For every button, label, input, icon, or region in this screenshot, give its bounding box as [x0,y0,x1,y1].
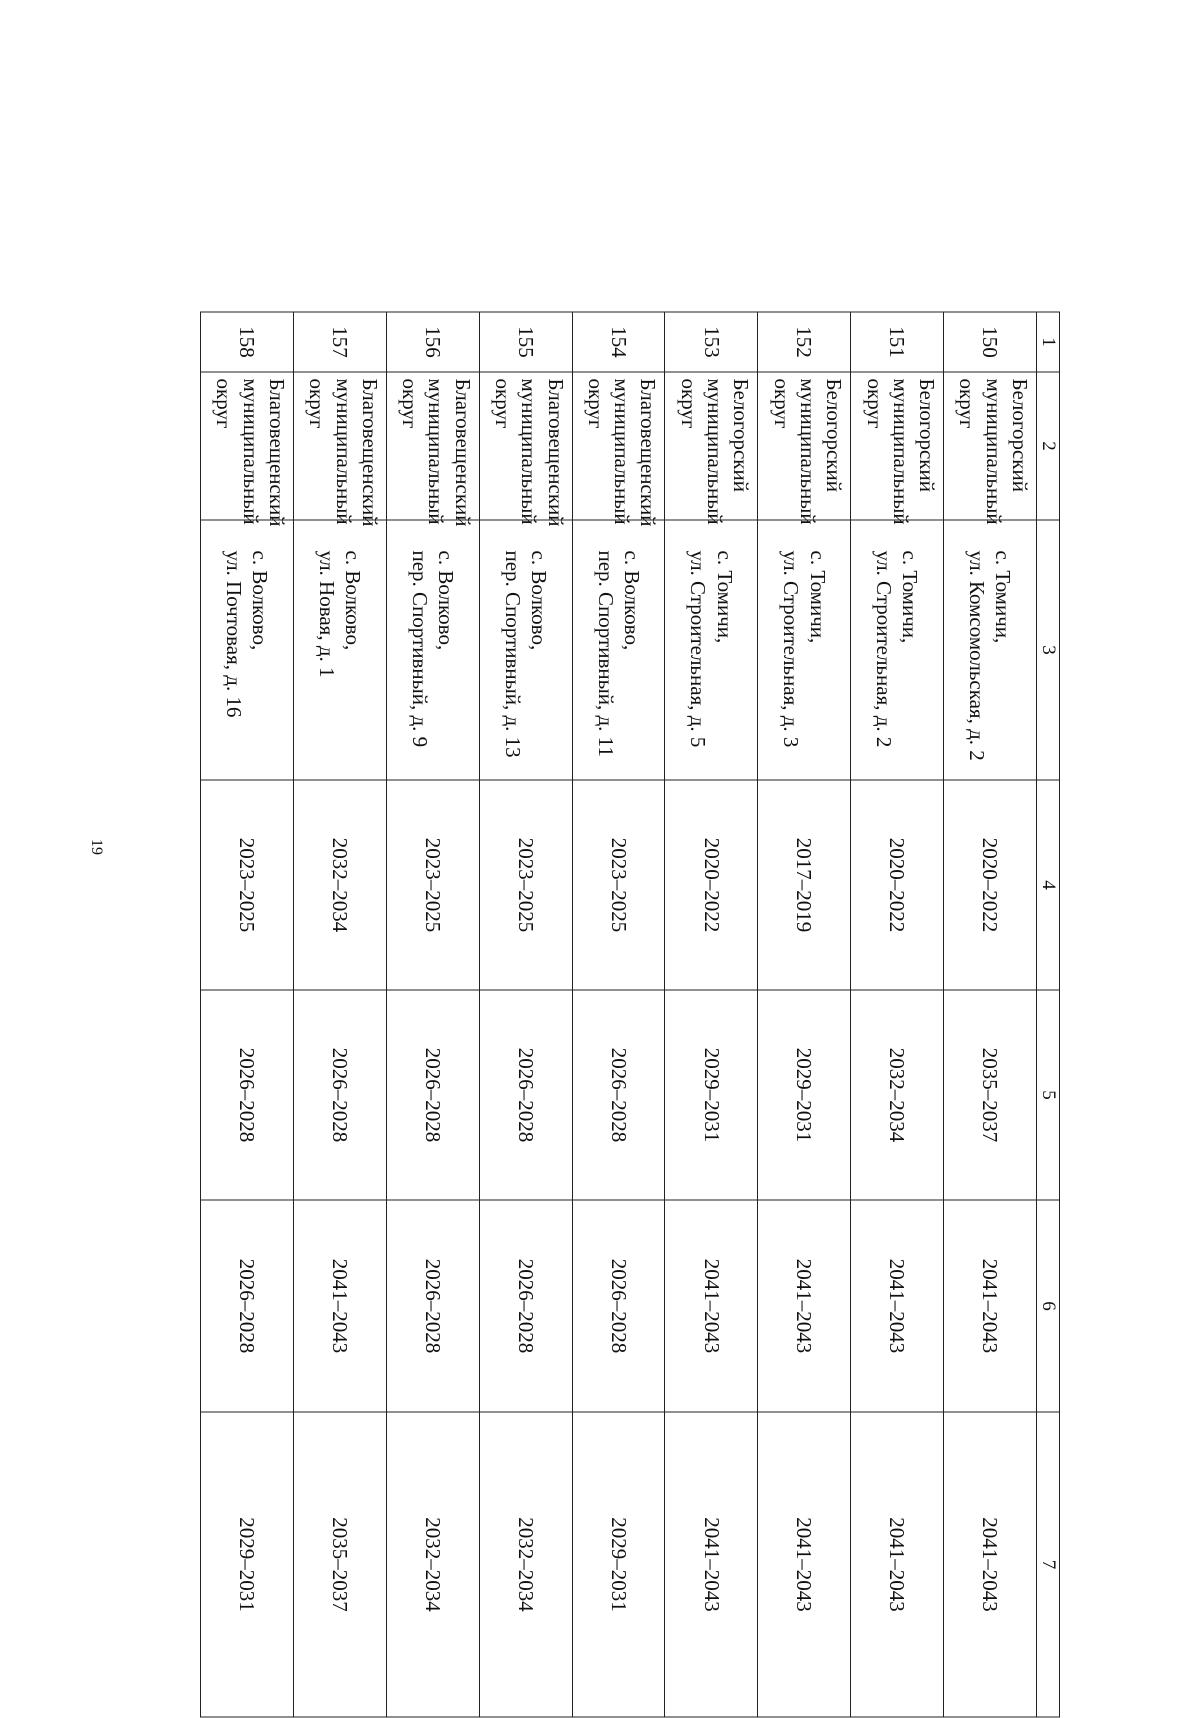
period-col-5: 2026–2028 [572,990,665,1200]
district-cell [572,372,665,527]
address-line: пер. Спортивный, д. 11 [593,550,618,757]
district-line: Благовещенский [636,378,661,527]
schedule-table [200,312,1060,1718]
row-number: 158 [201,312,294,372]
row-number: 152 [758,312,851,372]
period-col-5: 2032–2034 [851,990,944,1200]
period-col-5: 2026–2028 [201,990,294,1200]
district-line: Благовещенский [265,378,289,527]
table-row [572,312,665,1717]
column-header: 4 [1037,780,1060,990]
district-cell [851,372,944,525]
address-cell [386,520,479,780]
district-cell [758,372,851,525]
column-header: 1 [1037,312,1060,372]
address-cell [758,520,851,780]
period-col-4: 2023–2025 [479,780,572,990]
district-line: Благовещенский [357,378,382,527]
address-line: с. Волково, [341,550,366,651]
period-col-5: 2026–2028 [294,990,387,1200]
district-line: округ [769,378,794,429]
district-line: округ [212,378,237,429]
period-col-6: 2041–2043 [294,1200,387,1412]
address-line: ул. Новая, д. 1 [314,550,339,678]
row-number: 150 [944,312,1037,372]
period-col-6: 2026–2028 [386,1200,479,1412]
district-line: Благовещенский [543,378,568,527]
period-col-7: 2029–2031 [201,1412,294,1717]
district-line: муниципальный [331,378,356,525]
address-line: ул. Комсомольская, д. 2 [965,550,990,761]
page-number: 19 [88,839,105,855]
district-cell [944,372,1037,525]
district-line: округ [955,378,980,429]
period-col-6: 2041–2043 [665,1200,758,1412]
district-line: муниципальный [610,378,635,525]
district-line: округ [676,378,701,429]
address-cell [572,520,665,780]
period-col-5: 2035–2037 [944,990,1037,1200]
period-col-7: 2035–2037 [294,1412,387,1717]
address-cell [201,520,294,780]
period-col-7: 2041–2043 [851,1412,944,1717]
district-line: округ [491,378,516,429]
period-col-4: 2023–2025 [201,780,294,990]
column-header: 3 [1037,520,1060,780]
period-col-7: 2041–2043 [665,1412,758,1717]
rotated-table-frame [200,312,1060,1717]
district-cell [294,372,387,527]
period-col-5: 2026–2028 [479,990,572,1200]
address-cell [479,520,572,780]
period-col-7: 2032–2034 [386,1412,479,1717]
table-row [944,312,1037,1717]
period-col-7: 2041–2043 [758,1412,851,1717]
column-header: 2 [1037,372,1060,520]
table-row [758,312,851,1717]
district-line: округ [398,378,423,429]
district-line: Белогорский [822,378,847,492]
district-line: Благовещенский [450,378,475,527]
address-line: ул. Строительная, д. 3 [779,550,804,748]
district-line: Белогорский [915,378,940,492]
district-cell [386,372,479,527]
address-line: с. Волково, [434,550,459,651]
period-col-6: 2026–2028 [479,1200,572,1412]
table-row [294,312,387,1717]
district-line: округ [584,378,608,429]
period-col-5: 2029–2031 [758,990,851,1200]
address-line: с. Волково, [248,550,273,651]
period-col-7: 2032–2034 [479,1412,572,1717]
district-line: муниципальный [517,378,542,525]
row-number: 156 [386,312,479,372]
period-col-6: 2041–2043 [758,1200,851,1412]
period-col-7: 2041–2043 [944,1412,1037,1717]
district-line: округ [862,378,887,429]
period-col-4: 2023–2025 [572,780,665,990]
address-line: ул. Строительная, д. 2 [872,550,897,748]
address-line: с. Томичи, [898,550,923,644]
column-header: 7 [1037,1412,1060,1717]
address-line: с. Волково, [619,550,644,651]
period-col-5: 2029–2031 [665,990,758,1200]
period-col-5: 2026–2028 [386,990,479,1200]
address-line: с. Томичи, [712,550,737,644]
period-col-4: 2023–2025 [386,780,479,990]
table-row [851,312,944,1717]
column-header: 5 [1037,990,1060,1200]
district-line: муниципальный [238,378,263,525]
table-row [665,312,758,1717]
period-col-4: 2020–2022 [851,780,944,990]
table-row [479,312,572,1717]
column-number-row [1037,312,1060,1717]
district-cell [665,372,758,525]
row-number: 154 [572,312,665,372]
period-col-4: 2020–2022 [944,780,1037,990]
column-header: 6 [1037,1200,1060,1412]
district-line: муниципальный [424,378,449,525]
address-cell [665,520,758,780]
period-col-6: 2026–2028 [201,1200,294,1412]
address-cell [944,520,1037,780]
period-col-4: 2020–2022 [665,780,758,990]
row-number: 157 [294,312,387,372]
row-number: 153 [665,312,758,372]
period-col-6: 2041–2043 [851,1200,944,1412]
address-line: пер. Спортивный, д. 13 [500,550,525,758]
period-col-4: 2017–2019 [758,780,851,990]
table-row [386,312,479,1717]
table-row [201,312,294,1717]
address-cell [851,520,944,780]
period-col-4: 2032–2034 [294,780,387,990]
district-line: муниципальный [981,378,1006,525]
row-number: 155 [479,312,572,372]
district-line: муниципальный [703,378,728,525]
address-line: ул. Почтовая, д. 16 [222,550,246,718]
address-line: ул. Строительная, д. 5 [686,550,711,748]
address-line: с. Томичи, [805,550,830,644]
district-cell [479,372,572,527]
district-line: Белогорский [1008,378,1032,492]
row-number: 151 [851,312,944,372]
period-col-6: 2041–2043 [944,1200,1037,1412]
district-cell [201,372,294,527]
district-line: муниципальный [888,378,913,525]
period-col-7: 2029–2031 [572,1412,665,1717]
district-line: округ [305,378,330,429]
district-line: муниципальный [796,378,820,525]
address-line: пер. Спортивный, д. 9 [407,550,432,748]
district-line: Белогорский [729,378,754,492]
address-cell [294,520,387,780]
address-line: с. Волково, [526,550,551,651]
address-line: с. Томичи, [991,550,1016,644]
period-col-6: 2026–2028 [572,1200,665,1412]
